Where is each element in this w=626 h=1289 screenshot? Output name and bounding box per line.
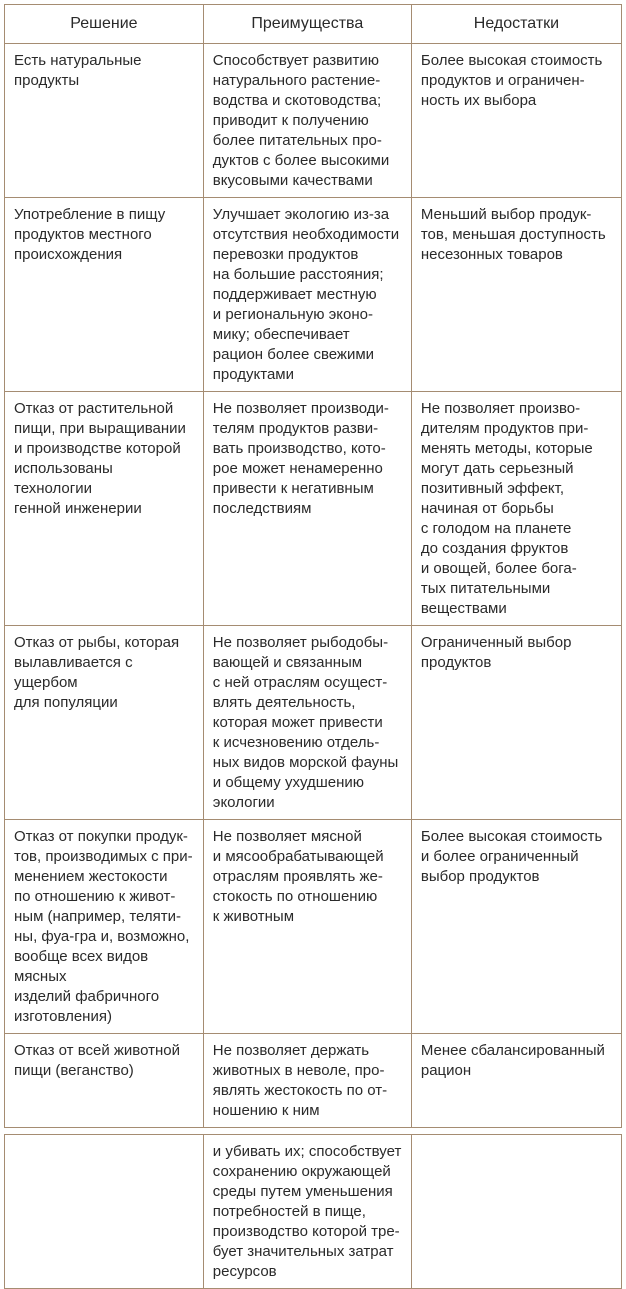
disadvantages-cell: Более высокая стоимость и более ограниченный выбор продуктов: [411, 820, 621, 1034]
header-row: [5, 5, 622, 44]
solution-cell: Употребление в пищу продуктов местного происхождения: [5, 198, 204, 392]
solution-cell: Отказ от всей животной пищи (веганство): [5, 1034, 204, 1128]
comparison-grid: [4, 4, 622, 1289]
advantages-cell: Не позволяет производи- телям продуктов разви- вать производство, кото- рое может ненамеренно привести к негативным последствиям: [203, 392, 411, 626]
header-solution: Решение: [5, 5, 204, 44]
advantages-cell: Не позволяет рыбодобы- вающей и связанным с ней отраслям осущест- влять деятельность, которая может привести к исчезновению отдель- ных видов морской фауны и общему ухудшению экологии: [203, 626, 411, 820]
table-row: [5, 198, 622, 392]
disadvantages-cell: Менее сбалансированный рацион: [411, 1034, 621, 1128]
table-row: [5, 44, 622, 198]
table-row: [5, 820, 622, 1034]
comparison-table: [4, 4, 622, 1289]
advantages-cell: Не позволяет держать животных в неволе, про- являть жестокость по от- ношению к ним: [203, 1034, 411, 1128]
solution-cell: Отказ от покупки продук- тов, производимых с при- менением жестокости по отношению к живот- ным (например, теляти- ны, фуа-гра и, возможно, вообще всех видов мясных изделий фабричного изготовления): [5, 820, 204, 1034]
disadvantages-cell: Более высокая стоимость продуктов и ограничен- ность их выбора: [411, 44, 621, 198]
disadvantages-cell: Не позволяет произво- дителям продуктов при- менять методы, которые могут дать серьезный позитивный эффект, начиная от борьбы с голодом на планете до создания фруктов и овощей, более бога- тых питательными веществами: [411, 392, 621, 626]
solution-cell: Отказ от рыбы, которая вылавливается с ущербом для популяции: [5, 626, 204, 820]
solution-cell: Есть натуральные продукты: [5, 44, 204, 198]
advantages-cell: Не позволяет мясной и мясообрабатывающей отраслям проявлять же- стокость по отношению к животным: [203, 820, 411, 1034]
disadvantages-cell: Ограниченный выбор продуктов: [411, 626, 621, 820]
table-row: [5, 392, 622, 626]
header-disadvantages: Недостатки: [411, 5, 621, 44]
table-row: [5, 1034, 622, 1128]
advantages-cell: Способствует развитию натурального растение- водства и скотоводства; приводит к получению более питательных про- дуктов с более высокими вкусовыми качествами: [203, 44, 411, 198]
disadvantages-cell: [411, 1135, 621, 1289]
table-row-continuation: [5, 1135, 622, 1289]
advantages-cell: и убивать их; способствует сохранению окружающей среды путем уменьшения потребностей в пище, производство которой тре- бует значительных затрат ресурсов: [203, 1135, 411, 1289]
advantages-cell: Улучшает экологию из-за отсутствия необходимости перевозки продуктов на большие расстояния; поддерживает местную и региональную эконо- мику; обеспечивает рацион более свежими продуктами: [203, 198, 411, 392]
table-row: [5, 626, 622, 820]
header-advantages: Преимущества: [203, 5, 411, 44]
solution-cell: [5, 1135, 204, 1289]
solution-cell: Отказ от растительной пищи, при выращивании и производстве которой использованы технологии генной инженерии: [5, 392, 204, 626]
disadvantages-cell: Меньший выбор продук- тов, меньшая доступность несезонных товаров: [411, 198, 621, 392]
spacer-row: [5, 1128, 622, 1135]
